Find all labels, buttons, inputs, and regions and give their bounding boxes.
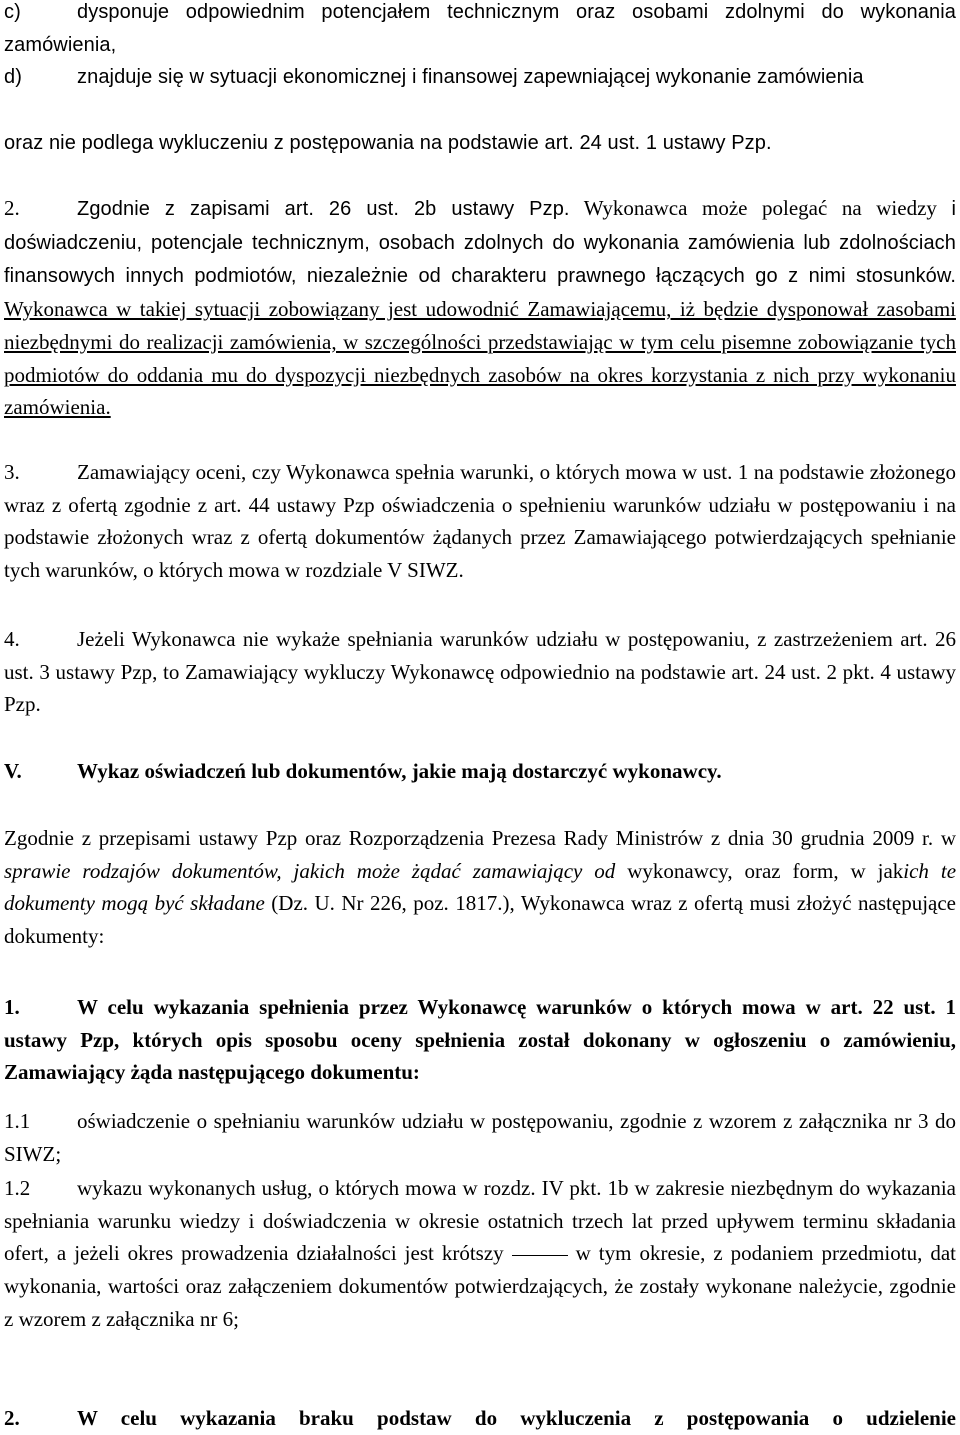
- paragraph-4-text: Jeżeli Wykonawca nie wykaże spełniania warunków udziału w postępowaniu, z zastrzeżeniem art. 26 ust. 3 ustawy Pzp, to Zamawiający wykluczy Wykonawcę odpowiednio na podstawie art. 24 ust. 2 pkt. 4 ustawy Pzp.: [4, 627, 956, 717]
- intro-text-d: ich te dokumenty mogą być składane: [4, 858, 957, 916]
- item-d-continuation: oraz nie podlega wykluczeniu z postępowania na podstawie art. 24 ust. 1 ustawy Pzp.: [4, 132, 772, 154]
- paragraph-2-number: 2.: [4, 196, 20, 220]
- item-1-1: [4, 1105, 956, 1170]
- subsection-1-heading: [4, 991, 956, 1089]
- paragraph-4-number: 4.: [4, 627, 20, 651]
- section-v-title: Wykaz oświadczeń lub dokumentów, jakie mają dostarczyć wykonawcy.: [77, 759, 722, 783]
- paragraph-3: [4, 456, 956, 587]
- paragraph-2: [4, 192, 956, 424]
- item-d-text: znajduje się w sytuacji ekonomicznej i finansowej zapewniającej wykonanie zamówienia: [77, 66, 864, 88]
- paragraph-2-lead: Zgodnie z zapisami art. 26 ust. 2b ustawy Pzp.: [77, 198, 570, 220]
- subsection-2-text: W celu wykazania braku podstaw do wykluczenia z postępowania o udzielenie: [77, 1406, 956, 1430]
- item-c-text: dysponuje odpowiednim potencjałem technicznym oraz osobami zdolnymi do wykonania zamówienia,: [4, 1, 956, 56]
- item-1-1-text: oświadczenie o spełnianiu warunków udziału w postępowaniu, zgodnie z wzorem z załącznika nr 3 do SIWZ;: [4, 1109, 956, 1166]
- item-1-2: [4, 1172, 956, 1336]
- paragraph-4: [4, 623, 956, 721]
- paragraph-2-text-b: Wykonawca może polegać na wiedzy: [569, 196, 937, 220]
- item-1-2-text-b: w tym okresie, z podaniem przedmiotu, dat wykonania, wartości oraz załączeniem dokumentów potwierdzających, że zostały wykonane należycie, zgodnie z wzorem z załącznika nr 6;: [4, 1241, 956, 1331]
- paragraph-3-number: 3.: [4, 460, 20, 484]
- subsection-1-text: W celu wykazania spełnienia przez Wykonawcę warunków o których mowa w art. 22 ust. 1 ustawy Pzp, których opis sposobu oceny spełnienia został dokonany w ogłoszeniu o zamówieniu, Zamawiający żąda następującego dokumentu:: [4, 995, 956, 1085]
- item-c-label: c): [4, 1, 21, 23]
- subsection-2-number: 2.: [4, 1406, 20, 1430]
- em-dash: [512, 1255, 568, 1256]
- section-v-intro: [4, 822, 956, 953]
- subsection-1-number: 1.: [4, 995, 20, 1019]
- intro-text-e: (Dz. U. Nr 226, poz. 1817.), Wykonawca wraz z ofertą musi złożyć następujące dokumenty:: [4, 891, 957, 949]
- item-1-2-text-a: wykazu wykonanych usług, o których mowa w rozdz. IV pkt. 1b w zakresie niezbędnym do wykazania spełniania warunku wiedzy i doświadczenia w okresie ostatnich trzech lat przed upływem terminu składania ofert, a jeżeli okres prowadzenia działalności jest krótszy: [4, 1176, 956, 1266]
- paragraph-3-text: Zamawiający oceni, czy Wykonawca spełnia warunki, o których mowa w ust. 1 na podstawie złożonego wraz z ofertą zgodnie z art. 44 ustawy Pzp oświadczenia o spełnieniu warunków udziału w postępowaniu i na podstawie złożonych wraz z ofertą dokumentów żądanych przez Zamawiającego potwierdzających spełnianie tych warunków, o których mowa w rozdziale V SIWZ.: [4, 460, 956, 583]
- section-v-number: V.: [4, 759, 22, 783]
- section-v-heading: [4, 755, 956, 788]
- item-c: [4, 0, 956, 61]
- item-d: [4, 61, 956, 94]
- subsection-2-heading: [4, 1402, 956, 1435]
- paragraph-2-underlined: Wykonawca w takiej sytuacji zobowiązany jest udowodnić Zamawiającemu, iż będzie dysponował zasobami niezbędnymi do realizacji zamówienia, w szczególności przedstawiając w tym celu pisemne zobowiązanie tych podmiotów do oddania mu do dyspozycji niezbędnych zasobów na okres korzystania z nich przy wykonaniu zamówienia.: [4, 297, 956, 420]
- item-1-1-number: 1.1: [4, 1109, 31, 1133]
- item-1-2-number: 1.2: [4, 1176, 31, 1200]
- paragraph-2-text-c: i doświadczeniu, potencjale technicznym, osobach zdolnych do wykonania zamówienia lub zdolnościach finansowych innych podmiotów, niezależnie od charakteru prawnego łączących go z nimi stosunków.: [4, 198, 957, 288]
- item-d-label: d): [4, 66, 22, 88]
- intro-text-b: sprawie rodzajów dokumentów, jakich może żądać zamawiający od: [4, 858, 616, 883]
- intro-text-c: wykonawcy, oraz form, w jak: [615, 858, 904, 883]
- intro-text-a: Zgodnie z przepisami ustawy Pzp oraz Rozporządzenia Prezesa Rady Ministrów z dnia 30 grudnia 2009 r. w: [4, 826, 956, 850]
